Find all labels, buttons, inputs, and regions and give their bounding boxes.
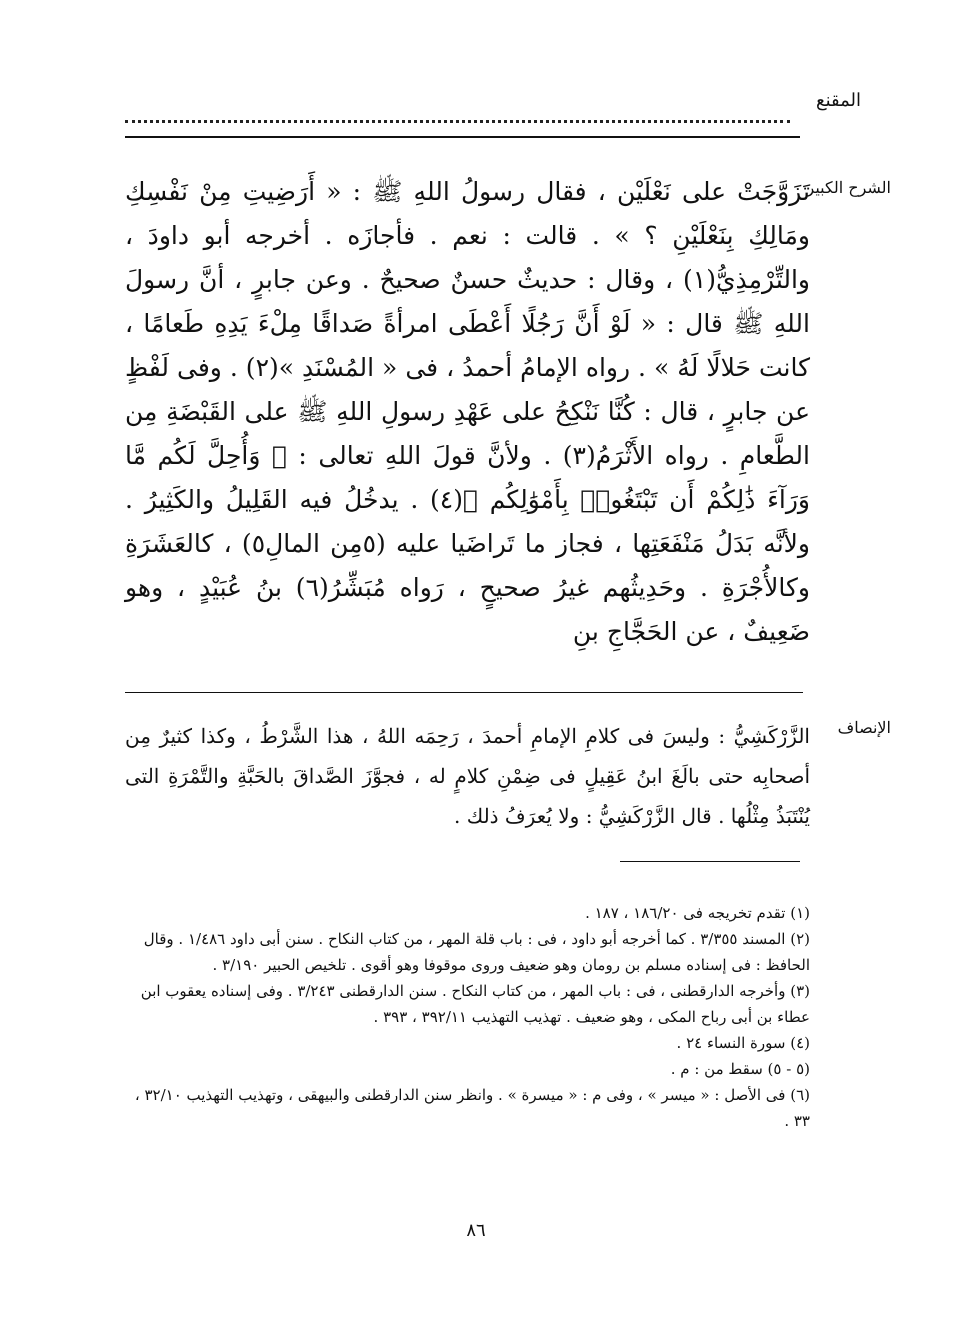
running-title: المقنع (815, 90, 861, 111)
footnote-6: (٦) فى الأصل : « ميسر » ، وفى م : « ميسرة » . وانظر سنن الدارقطنى والبيهقى ، وتهذيب التهذيب ٣٢/١٠ ، ٣٣ . (134, 1086, 810, 1130)
header-dotted-rule (125, 120, 790, 123)
section-label-sharh: الشرح الكبير (806, 178, 891, 197)
footnote-1: (١) تقدم تخريجه فى ١٨٦/٢٠ ، ١٨٧ . (585, 904, 810, 922)
section-divider (125, 692, 803, 693)
footnote-5: (٥ - ٥) سقط من : م . (670, 1060, 810, 1078)
footnote-rule (620, 861, 800, 862)
footnote-3: (٣) وأخرجه الدارقطنى ، فى : باب المهر ، من كتاب النكاح . سنن الدارقطنى ٣/٢٤٣ . وفى إسناده يعقوب ابن عطاء بن أبى رباح المكى ، وهو ضعيف . تهذيب التهذيب ٣٩٢/١١ ، ٣٩٣ . (140, 982, 810, 1026)
footnotes (130, 900, 810, 1134)
header-rule (125, 136, 800, 138)
footnote-2: (٢) المسند ٣/٣٥٥ . كما أخرجه أبو داود ، فى : باب قلة المهر ، من كتاب النكاح . سنن أبى داود ١/٤٨٦ . وقال الحافظ : فى إسناده مسلم بن رومان وهو ضعيف وروى موقوفا وهو أقوى . تلخيص الحبير ٣/١٩٠ . (143, 930, 810, 974)
main-paragraph: تَزَوَّجَتْ على نَعْلَيْن ، فقال رسولُ اللهِ ﷺ : « أَرَضِيتِ مِنْ نَفْسِكِ ومَالِكِ بِنَعْلَيْنِ ؟ » . قالت : نعم . فأجازَه . أخرجه أبو داودَ ، والتِّرْمِذِيُّ(١) ، وقال : حديثٌ حسنٌ صحيحٌ . وعن جابرٍ ، أنَّ رسولَ اللهِ ﷺ قال : « لَوْ أَنَّ رَجُلًا أَعْطَى امرأةً صَداقًا مِلْءَ يَدِهِ طَعامًا ، كانت حَلالًا لَهُ » . رواه الإمامُ أحمدُ ، فى « المُسْنَدِ »(٢) . وفى لَفْظٍ عن جابرٍ ، قال : كُنَّا نَنْكِحُ على عَهْدِ رسولِ اللهِ ﷺ على القَبْضَةِ مِن الطَّعامِ . رواه الأَثْرَمُ(٣) . ولأنَّ قولَ اللهِ تعالى : ﴿ وَأُحِلَّ لَكُم مَّا وَرَآءَ ذَٰلِكُمْ أَن تَبْتَغُوا۟ بِأَمْوَٰلِكُم ﴾(٤) . يدخُلُ فيه القَلِيلُ والكَثِيرُ . ولأنَّه بَدَلُ مَنْفَعَتِها ، فجاز ما تَراضَيا عليه (٥مِن المالِ٥) ، كالعَشَرَةِ وكالأُجْرَةِ . وحَدِيثُهم غيرُ صحيحٍ ، رَواه مُبَشِّرُ(٦) بنُ عُبَيْدٍ ، وهو ضَعِيفٌ ، عن الحَجَّاجِ بنِ (125, 177, 810, 646)
insaf-text: الزَّرْكَشِيُّ : وليسَ فى كلامِ الإمامِ أحمدَ ، رَحِمَه اللهُ ، هذا الشَّرْطُ ، وكذا كثيرٌ مِن أصحابِه حتى بالَغَ ابنُ عَقِيلٍ فى ضِمْنِ كلامٍ له ، فجوَّزَ الصَّداقَ بالحَبَّةِ والتَّمْرَةِ التى يُنْتَبَذُ مِثْلُها . قال الزَّرْكَشِيُّ : ولا يُعرَفُ ذلك . (125, 724, 810, 828)
page-number: ٨٦ (466, 1220, 486, 1241)
footnote-4: (٤) سورة النساء ٢٤ . (676, 1034, 810, 1052)
section-label-insaf: الإنصاف (837, 718, 891, 737)
main-commentary (125, 170, 810, 654)
